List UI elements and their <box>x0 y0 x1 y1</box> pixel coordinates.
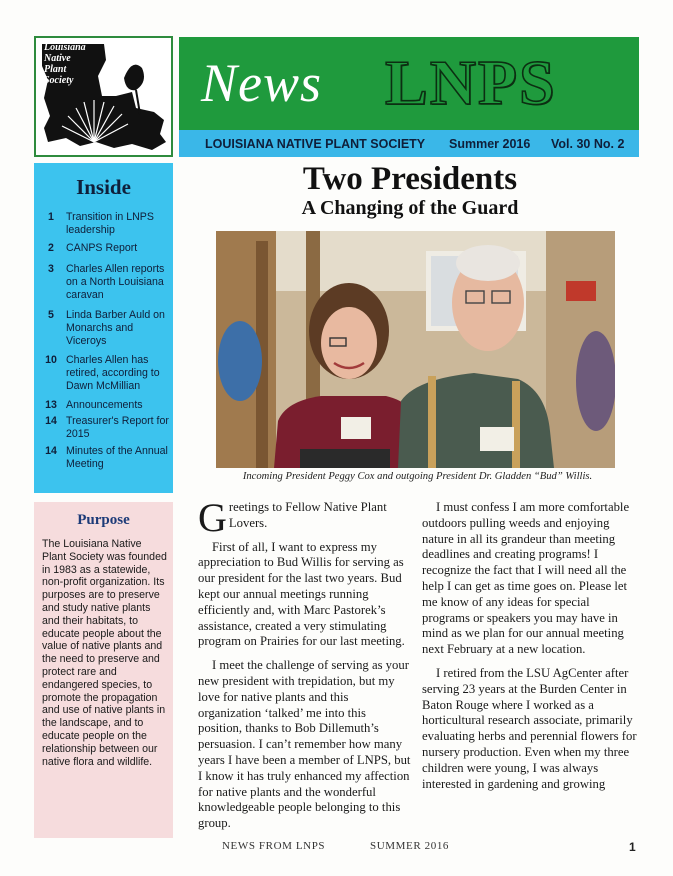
toc-page: 10 <box>45 354 57 366</box>
toc-page: 2 <box>48 242 54 254</box>
body-paragraph: I must confess I am more comfortable outdoors pulling weeds and enjoying nature in all its grandeur than meeting deadlines and creating programs! I recognize the fact that I will need all the help I can get as time goes on. Please let me know of any ideas for special programs or speakers you may have in mind as we plan for our annual meeting next February at a new location. <box>422 500 630 657</box>
photo-caption: Incoming President Peggy Cox and outgoing President Dr. Gladden “Bud” Willis. <box>242 471 593 482</box>
toc-text: Linda Barber Auld on Monarchs and Viceroys <box>66 309 165 347</box>
presidents-photo <box>216 231 615 468</box>
body-paragraph: I meet the challenge of serving as your new president with trepidation, but my love for native plants and this organization ‘talked’ me into this position, thanks to Bob Dillemuth’s persuasion. I can’t remember how many years I have been a member of LNPS, but I know it has truly enhanced my affection for native plants and the wonderful knowledgeable people belonging to this group. <box>198 658 411 831</box>
purpose-title: Purpose <box>77 512 130 528</box>
body-paragraph: First of all, I want to express my appreciation to Bud Willis for serving as our president for the last two years. Bud kept our annual meetings running efficiently and, with Marc Pastorek’s assistance, created a very stimulating program on Prairies for our last meeting. <box>198 539 405 649</box>
toc-page: 14 <box>45 445 57 457</box>
article-subhead: A Changing of the Guard <box>301 197 519 219</box>
toc-page: 5 <box>48 309 54 321</box>
toc-text: Charles Allen reports on a North Louisiana caravan <box>66 263 165 301</box>
toc-text: Treasurer's Report for 2015 <box>66 415 169 440</box>
toc-text: Minutes of the Annual Meeting <box>66 445 168 470</box>
banner-season: Summer 2016 <box>449 137 531 151</box>
greeting-paragraph: Greetings to Fellow Native Plant Lovers. <box>198 500 387 540</box>
masthead-news: News <box>201 53 323 113</box>
purpose-box <box>34 502 173 838</box>
inside-title: Inside <box>76 175 131 199</box>
toc-page: 1 <box>48 211 54 223</box>
logo-wordmark: Louisiana Native Plant Society <box>44 42 86 86</box>
article-headline: Two Presidents <box>302 161 518 197</box>
banner-volume: Vol. 30 No. 2 <box>551 137 625 151</box>
toc-page: 13 <box>45 399 57 411</box>
toc-text: Announcements <box>66 399 143 411</box>
drop-cap: G <box>198 500 227 540</box>
inside-box <box>34 163 173 493</box>
toc-text: Transition in LNPS leadership <box>66 211 154 236</box>
footer-season: SUMMER 2016 <box>370 840 450 852</box>
purpose-text: The Louisiana Native Plant Society was founded in 1983 as a statewide, non-profit organization. Its purposes are to preserve and study native plants and their habitats, to educate people about the value of native plants and the need to preserve and protect rare and endangered species, to promote the propagation and use of native plants in the landscape, and to educate people on the relationship between our native flora and wildlife. <box>42 538 167 768</box>
masthead <box>179 37 639 130</box>
toc-text: CANPS Report <box>66 242 138 254</box>
footer-publication: NEWS FROM LNPS <box>222 840 326 852</box>
toc-page: 3 <box>48 263 54 275</box>
article-column-right <box>422 500 640 832</box>
body-paragraph: I retired from the LSU AgCenter after serving 23 years at the Burden Center in Baton Rouge where I worked as a horticultural research associate, primarily evaluating herbs and perennial flowers for nursery production. Even when my three children were young, I was always interested in gardening and growing <box>422 665 637 791</box>
toc-page: 14 <box>45 415 57 427</box>
masthead-lnps: LNPS <box>385 47 557 118</box>
issue-banner <box>179 130 639 157</box>
lnps-logo <box>34 36 173 157</box>
article-column-left <box>198 500 413 832</box>
banner-org: LOUISIANA NATIVE PLANT SOCIETY <box>205 137 426 151</box>
page-number: 1 <box>629 840 636 854</box>
toc-text: Charles Allen has retired, according to Dawn McMillian <box>66 354 160 392</box>
